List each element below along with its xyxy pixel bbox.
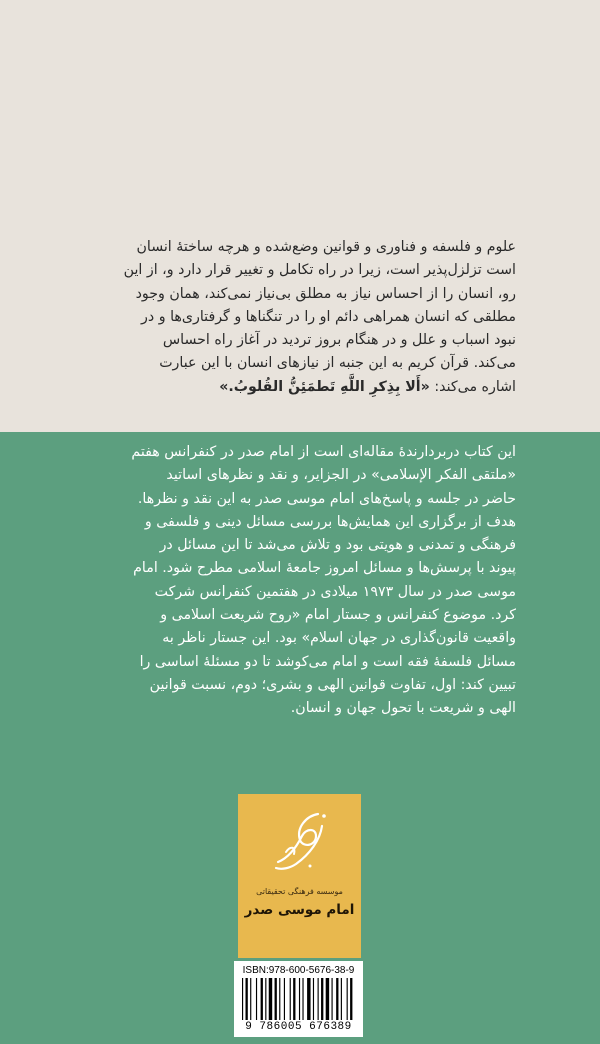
description-line: پیوند با پرسش‌ها و مسائل امروز جامعهٔ اسلامی مطرح شود. امام — [133, 560, 516, 577]
publisher-subtitle: موسسه فرهنگی تحقیقاتی — [256, 887, 343, 896]
description-line: این کتاب دربردارندهٔ مقاله‌ای است از امام صدر در کنفرانس هفتم — [131, 444, 516, 460]
intro-line: مطلقی که انسان همراهی دائم او را در تنگناها و گرفتاری‌ها و در — [141, 308, 516, 325]
description-line: «ملتقی الفکر الإسلامی» در الجزایر، و نقد و نظرهای اساتید — [166, 467, 516, 484]
description-line: موسی صدر در سال ۱۹۷۳ میلادی در هفتمین کنفرانس شرکت — [154, 583, 516, 600]
description-line: فرهنگی و تمدنی و هویتی بود و تلاش می‌شد تا این مسائل در — [159, 537, 516, 554]
calligraphy-signature-icon — [266, 806, 334, 878]
description-line: تبیین کند: اول، تفاوت قوانین الهی و بشری؛ دوم، نسبت قوانین — [149, 676, 516, 693]
barcode — [234, 961, 363, 1037]
intro-line: است تزلزل‌پذیر است، زیرا در راه تکامل و تغییر قرار دارد و، از این — [123, 262, 516, 279]
description-line: الهی و شریعت با تحول جهان و انسان. — [290, 700, 516, 717]
barcode-bars — [240, 978, 357, 1020]
isbn-label: ISBN:978-600-5676-38-9 — [242, 965, 355, 976]
description-line: هدف از برگزاری این همایش‌ها بررسی مسائل دینی و فلسفی و — [144, 513, 516, 530]
intro-paragraph — [86, 236, 516, 399]
publisher-logo — [238, 794, 361, 958]
intro-line: علوم و فلسفه و فناوری و قوانین وضع‌شده و هرچه ساختهٔ انسان — [136, 239, 516, 255]
description-line: حاضر در جلسه و پاسخ‌های امام موسی صدر به این نقد و نظرها. — [137, 490, 516, 507]
intro-last-line-prefix: اشاره می‌کند: — [429, 378, 516, 395]
description-line: کرد. موضوع کنفرانس و جستار امام «روح شریعت اسلامی و — [160, 607, 516, 624]
intro-line: نبود اسباب و علل و در هنگام بروز تردید در آغاز راه احساس — [162, 332, 516, 349]
intro-line: رو، انسان را از احساس نیاز به مطلق بی‌نیاز نمی‌کند، همان وجود — [135, 285, 516, 302]
description-paragraph — [86, 441, 516, 721]
barcode-digits: 9 786005 676389 — [245, 1021, 352, 1033]
description-line: واقعیت قانون‌گذاری در جهان اسلام» بود. این جستار ناظر به — [162, 630, 516, 647]
publisher-name: امام موسی صدر — [244, 902, 355, 918]
quran-verse: «أَلا بِذِکرِ اللَّهِ تَطمَئِنُّ القُلوبُ.» — [219, 378, 430, 395]
description-line: مسائل فلسفهٔ فقه است و امام می‌کوشد تا دو مسئلهٔ اساسی را — [139, 653, 516, 670]
intro-last-line — [86, 376, 516, 399]
intro-line: می‌کند. قرآن کریم به این جنبه از نیازهای انسان با این عبارت — [159, 355, 516, 372]
